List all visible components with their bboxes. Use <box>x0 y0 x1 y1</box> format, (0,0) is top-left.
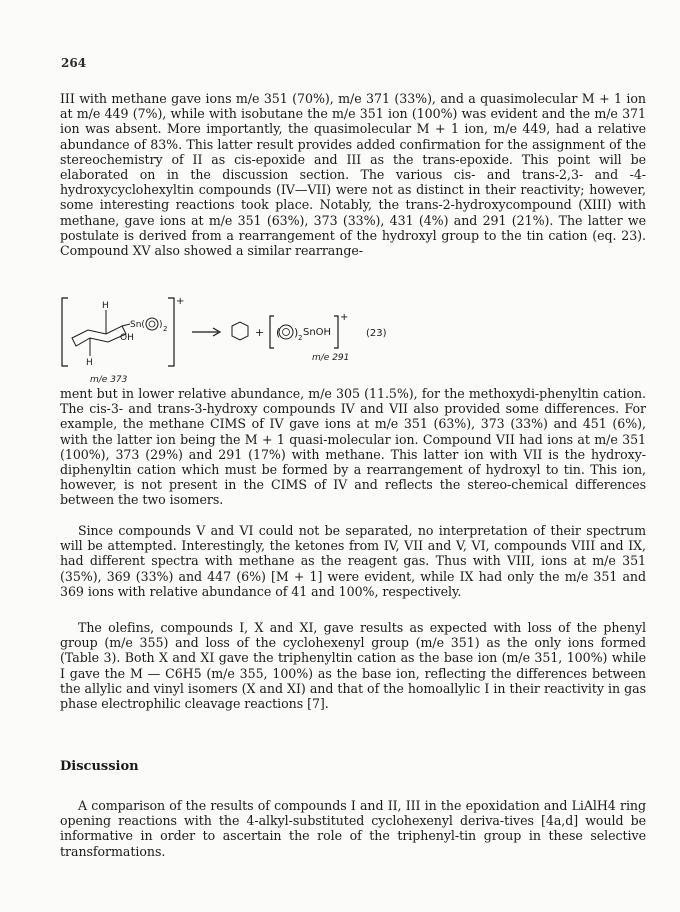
product-charge: + <box>340 312 349 323</box>
group-oh: OH <box>120 333 134 343</box>
left-bracket-close <box>168 298 174 366</box>
paragraph-2: ment but in lower relative abundance, m/e 305 (11.5%), for the methoxydi-phenyltin cation. The cis-3- and trans-3-hydroxy compounds IV and VII also provided some differences. For example, the methane CIMS of IV gave ions at m/e 351 (63%), 373 (33%) and 451 (6%), with the latter ion being the M + 1 quasi-molecular ion. Compound VII had ions at m/e 351 (100%), 373 (29%) and 291 (17%) with methane. This latter ion with VII is the hydroxy-diphenyltin cation which must be formed by a rearrangement of hydroxyl to tin. This ion, however, is not present in the CIMS of IV and reflects the stereo-chemical differences between the two isomers. <box>60 386 646 508</box>
paragraph-4: The olefins, compounds I, X and XI, gave results as expected with loss of the phenyl group (m/e 355) and loss of the cyclohexenyl group (m/e 351) as the only ions formed (Table 3). Both X and XI gave the triphenyltin cation as the base ion (m/e 351, 100%) while I gave the M — C6H5 (m/e 355, 100%) as the base ion, reflecting the differences between the allylic and vinyl isomers (X and XI) and that of the homoallylic I in their reactivity in gas phase electrophilic cleavage reactions [7]. <box>60 620 646 712</box>
page-number: 264 <box>61 56 87 70</box>
left-bracket-open <box>62 298 68 366</box>
subscript-2b: 2 <box>298 334 303 342</box>
paragraph-1: III with methane gave ions m/e 351 (70%), m/e 371 (33%), and a quasimolecular M + 1 ion at m/e 449 (7%), while with isobutane the m/e 351 ion (100%) was evident and the m/e 371 ion was absent. More importantly, the quasimolecular M + 1 ion, m/e 449, had a relative abundance of 83%. This latter result provides added confirmation for the assignment of the stereochemistry of II as cis-epoxide and III as the trans-epoxide. This point will be elaborated on in the discussion section. The various cis- and trans-2,3- and -4-hydroxycyclohexyltin compounds (IV—VII) were not as distinct in their reactivity; however, some interesting reactions took place. Notably, the trans-2-hydroxycompound (XIII) with methane, gave ions at m/e 351 (63%), 373 (33%), 431 (4%) and 291 (21%). The latter we postulate is derived from a rearrangement of the hydroxyl group to the tin cation (eq. 23). Compound XV also showed a similar rearrange- <box>60 91 646 259</box>
reactant-charge: + <box>176 296 185 307</box>
section-heading-discussion: Discussion <box>60 759 139 774</box>
paren-open: ( <box>276 326 281 339</box>
cyclohexene-ring <box>232 322 248 340</box>
equation-number: (23) <box>366 328 387 339</box>
subscript-2a: 2 <box>163 325 168 333</box>
paren-close: ) <box>294 326 299 339</box>
plus-sign: + <box>255 326 265 339</box>
group-sn-close: ) <box>159 320 163 330</box>
product-bracket-open <box>270 316 274 348</box>
phenyl-ring-1-inner <box>149 321 155 327</box>
paragraph-5: A comparison of the results of compounds I and II, III in the epoxidation and LiAlH4 ring opening reactions with the 4-alkyl-substituted cyclohexenyl deriva-tives [4a,d] would be informative in order to ascertain the role of the triphenyl-tin group in these selective transformations. <box>60 798 646 859</box>
phenyl-ring-2 <box>279 325 293 339</box>
cyclohexane-ring <box>72 326 126 346</box>
reaction-scheme-eq-23 <box>60 294 646 384</box>
group-snoh: SnOH <box>303 327 332 338</box>
group-sn: Sn( <box>130 320 145 330</box>
atom-h-top: H <box>102 301 109 311</box>
phenyl-ring-1 <box>146 318 158 330</box>
product-mass-label: m/e 291 <box>312 353 350 363</box>
scheme-svg <box>60 294 646 384</box>
atom-h-bottom: H <box>86 358 93 368</box>
sn-bond <box>122 324 130 326</box>
phenyl-ring-2-inner <box>283 329 290 336</box>
product-bracket-close <box>334 316 338 348</box>
paragraph-3: Since compounds V and VI could not be separated, no interpretation of their spectrum will be attempted. Interestingly, the ketones from IV, VII and V, VI, compounds VIII and IX, had different spectra with methane as the reagent gas. Thus with VIII, ions at m/e 351 (35%), 369 (33%) and 447 (6%) [M + 1] were evident, while IX had only the m/e 351 and 369 ions with relative abundance of 41 and 100%, respectively. <box>60 523 646 599</box>
reactant-mass-label: m/e 373 <box>90 375 128 384</box>
